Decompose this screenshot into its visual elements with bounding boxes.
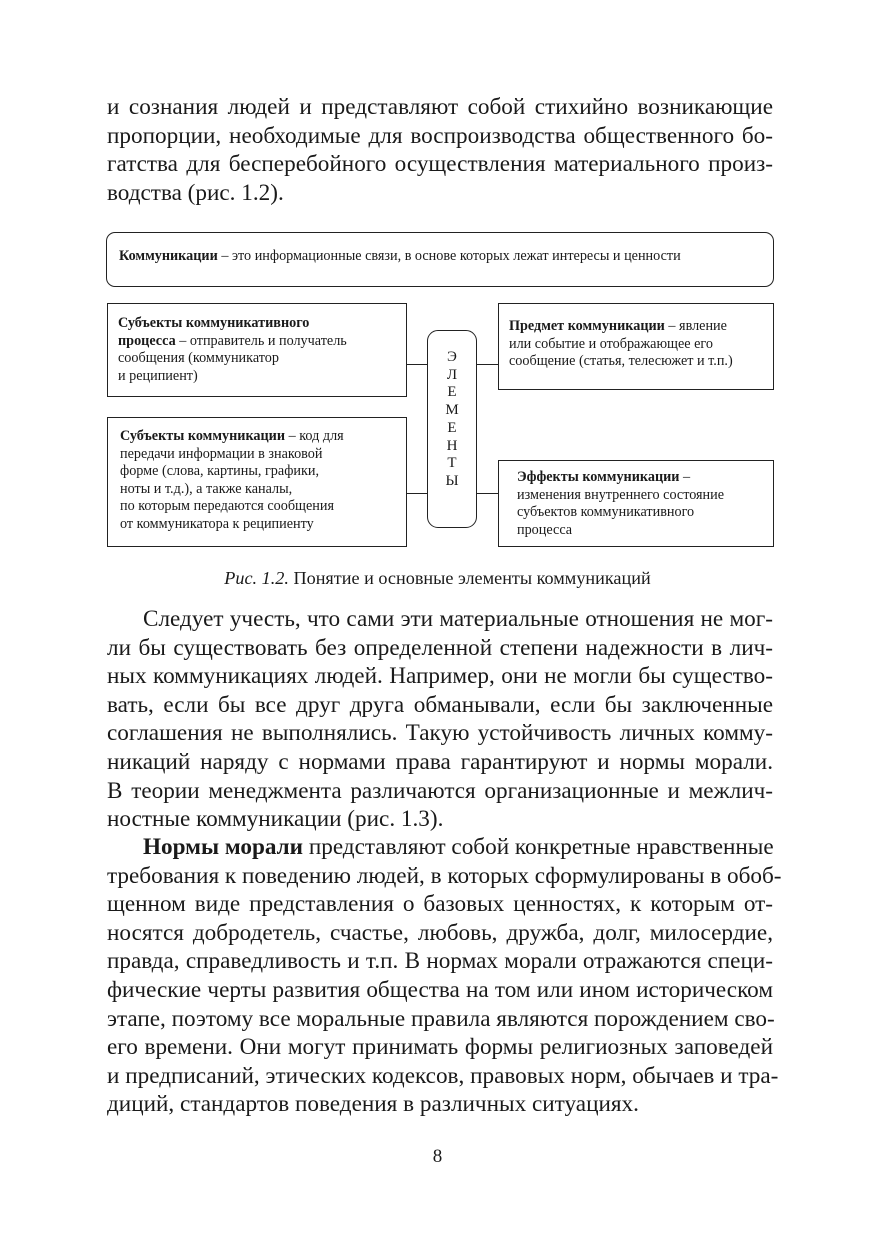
elements-letter: Ы: [445, 472, 459, 489]
box-text: и реципиент): [118, 367, 198, 384]
text-line: щенном виде представления о базовых ценностях, к которым от-: [107, 891, 773, 918]
box-text: ноты и т.д.), а также каналы,: [120, 480, 293, 497]
text-line: [107, 833, 773, 862]
elements-letter: Э: [447, 349, 457, 365]
connector-line: [477, 364, 498, 365]
text-line: его времени. Они могут принимать формы религиозных заповедей: [107, 1034, 773, 1061]
figure-caption: [0, 567, 875, 589]
text-line: ностные коммуникации (рис. 1.3).: [107, 806, 444, 833]
text-line: гатства для бесперебойного осуществления материального произ-: [107, 151, 773, 178]
box-text: субъектов коммуникативного: [517, 504, 695, 521]
box-text: – код для: [285, 428, 344, 444]
elements-center-box: [427, 330, 477, 528]
text-fragment: представляют собой конкретные нравственные: [303, 834, 774, 860]
text-line: никаций наряду с нормами права гарантируют и нормы морали.: [107, 748, 773, 775]
text-line: и сознания людей и представляют собой стихийно возникающие: [107, 94, 773, 120]
box-text: по которым передаются сообщения: [120, 498, 334, 515]
box-effects: [498, 460, 774, 547]
box-term: Предмет коммуникации: [509, 318, 665, 334]
figure-caption-text: Понятие и основные элементы коммуникаций: [288, 568, 651, 588]
text-line: водства (рис. 1.2).: [107, 179, 284, 206]
box-term: процесса: [118, 332, 176, 349]
figure-label: Рис. 1.2.: [224, 568, 289, 588]
bold-term: Нормы морали: [143, 834, 304, 860]
elements-letter: Е: [447, 419, 457, 436]
box-subject-of-communication: [498, 303, 774, 390]
page-number: 8: [432, 1146, 443, 1167]
box-text: –: [679, 469, 691, 485]
box-text: сообщение (статья, телесюжет и т.п.): [509, 353, 733, 370]
text-line: носятся добродетель, счастье, любовь, дружба, долг, милосердие,: [107, 919, 773, 946]
box-text: форме (слова, картины, графики,: [120, 463, 320, 480]
connector-line: [407, 493, 427, 494]
text-line: этапе, поэтому все моральные правила являются порождением сво-: [107, 1005, 775, 1032]
paragraph-intro: [107, 93, 773, 207]
text-line: и предписаний, этических кодексов, правовых норм, обычаев и тра-: [107, 1062, 779, 1089]
definition-text: – это информационные связи, в основе которых лежат интересы и ценности: [217, 248, 681, 264]
text-line: требования к поведению людей, в которых сформулированы в обоб-: [107, 862, 782, 889]
box-text: – явление: [664, 318, 727, 334]
box-text: передачи информации в знаковой: [120, 445, 323, 462]
connector-line: [477, 493, 498, 494]
elements-letter: Л: [446, 366, 458, 383]
text-line: пропорции, необходимые для воспроизводства общественного бо-: [107, 122, 773, 149]
box-text: изменения внутреннего состояние: [517, 486, 725, 503]
box-text: или событие и отображающее его: [509, 335, 713, 352]
text-line: соглашения не выполнялись. Такую устойчивость личных комму-: [107, 720, 773, 747]
box-subjects-communication: [107, 417, 407, 547]
elements-letter: Н: [446, 437, 458, 454]
paragraph-reliability: [107, 605, 773, 834]
box-text: сообщения (коммуникатор: [118, 350, 279, 367]
text-line: фические черты развития общества на том или ином историческом: [107, 976, 773, 1003]
text-line: Следует учесть, что сами эти материальные отношения не мог-: [143, 606, 773, 632]
paragraph-moral-norms: [107, 833, 782, 1119]
box-term: Эффекты коммуникации: [517, 469, 680, 485]
elements-letter: Е: [447, 384, 457, 401]
text-line: вать, если бы все друг друга обманывали, если бы заключенные: [107, 691, 773, 718]
box-text: процесса: [517, 521, 573, 538]
text-line: диций, стандартов поведения в различных ситуациях.: [107, 1091, 639, 1118]
box-term: Субъекты коммуникации: [120, 428, 286, 444]
definition-term: Коммуникации: [119, 248, 218, 264]
definition-box: [106, 232, 774, 287]
elements-letter: Т: [447, 455, 457, 472]
box-term: Субъекты коммуникативного: [118, 315, 310, 331]
elements-letter: М: [445, 402, 459, 419]
connector-line: [407, 364, 427, 365]
text-line: ных коммуникациях людей. Например, они не могли бы существо-: [107, 663, 773, 690]
text-line: ли бы существовать без определенной степени надежности в лич-: [107, 634, 773, 661]
text-line: В теории менеджмента различаются организационные и межлич-: [107, 777, 773, 804]
box-text: от коммуникатора к реципиенту: [120, 515, 314, 532]
box-subjects-process: [107, 303, 407, 397]
box-text: – отправитель и получатель: [175, 332, 347, 349]
text-line: правда, справедливость и т.п. В нормах морали отражаются специ-: [107, 948, 773, 975]
